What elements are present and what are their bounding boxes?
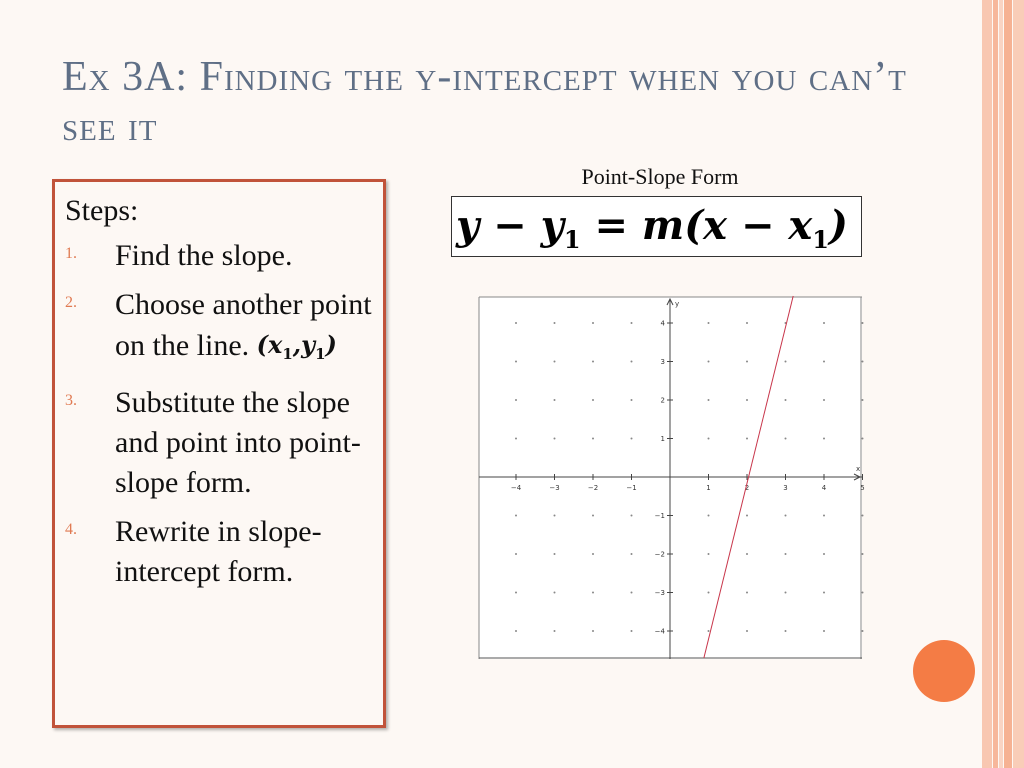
grid-dot [746,553,748,555]
grid-dot [554,399,556,401]
x-axis-label: x [856,465,861,473]
grid-dot [823,553,825,555]
list-item [65,285,379,374]
grid-dot [746,630,748,632]
decor-stripe [993,0,998,768]
step-text: Rewrite in slope-intercept form. [115,514,322,588]
grid-dot [708,553,710,555]
y-tick-label: 4 [660,319,665,328]
x-tick-label: 4 [821,484,827,492]
x-tick-label: −3 [549,484,560,492]
grid-dot [823,399,825,401]
grid-dot [592,322,594,324]
step-number: 4. [65,520,77,538]
grid-dot [785,361,787,363]
grid-dot [708,322,710,324]
grid-dot [746,322,748,324]
steps-box [52,179,386,728]
grid-dot [785,515,787,517]
step-number: 1. [65,245,77,262]
grid-dot [515,630,517,632]
y-tick-label: −1 [654,512,665,520]
grid-dot [631,630,633,632]
grid-dot [515,553,517,555]
steps-heading: Steps: [65,194,139,227]
x-tick-label: −4 [510,484,522,492]
list-item [65,383,379,503]
grid-dot [554,438,556,440]
steps-list [65,236,379,601]
grid-dot [862,322,864,324]
grid-dot [554,361,556,363]
decor-stripe [1004,0,1012,768]
y-tick-label: −2 [654,550,665,559]
grid-dot [785,592,787,594]
y-tick-label: −3 [654,589,665,597]
point-notation: $(x_1,y_1)$ [256,330,337,363]
x-tick-label: 5 [860,484,865,492]
grid-dot [631,553,633,555]
grid-dot [631,438,633,440]
grid-dot [592,361,594,363]
grid-dot [785,399,787,401]
grid-dot [746,515,748,517]
list-item [65,512,379,592]
step-text-with-point [115,285,379,374]
grid-dot [746,438,748,440]
grid-dot [554,630,556,632]
grid-dot [862,438,864,440]
grid-dot [862,361,864,363]
grid-dot [746,399,748,401]
decor-circle [913,640,975,702]
grid-dot [592,630,594,632]
decor-stripe [999,0,1003,768]
grid-dot [592,515,594,517]
y-axis-label: y [675,300,680,308]
y-tick-label: 3 [660,358,665,366]
grid-dot [592,553,594,555]
grid-dot [592,438,594,440]
grid-dot [515,322,517,324]
grid-dot [785,553,787,555]
grid-dot [515,361,517,363]
grid-dot [862,399,864,401]
y-tick-label: 2 [660,396,665,405]
grid-dot [631,361,633,363]
grid-dot [631,322,633,324]
x-tick-label: −2 [587,484,599,492]
grid-dot [554,592,556,594]
grid-dot [785,630,787,632]
grid-dot [515,399,517,401]
x-tick-label: 1 [706,484,711,492]
list-item [65,236,379,276]
grid-dot [515,438,517,440]
grid-dot [862,553,864,555]
grid-dot [823,515,825,517]
grid-dot [554,553,556,555]
grid-dot [592,399,594,401]
step-text: Find the slope. [115,239,293,272]
grid-dot [823,322,825,324]
decor-stripe [982,0,992,768]
grid-dot [823,630,825,632]
decor-stripe [1013,0,1024,768]
formula-label: Point-Slope Form [581,164,739,189]
grid-dot [631,592,633,594]
grid-dot [592,592,594,594]
grid-dot [631,515,633,517]
grid-dot [515,515,517,517]
grid-dot [708,361,710,363]
grid-dot [746,361,748,363]
grid-dot [708,438,710,440]
y-tick-label: −4 [654,627,665,636]
grid-dot [823,361,825,363]
grid-dot [862,630,864,632]
point-slope-formula: $y - y_1 = m(x - x_1)$ [456,202,848,254]
coordinate-graph [479,297,865,659]
grid-dot [554,322,556,324]
grid-dot [708,630,710,632]
grid-dot [708,515,710,517]
x-tick-label: 3 [783,484,788,492]
grid-dot [554,515,556,517]
step-number: 3. [65,391,77,409]
x-tick-label: −1 [626,484,637,492]
grid-dot [708,592,710,594]
grid-dot [862,592,864,594]
graph-svg [479,297,865,659]
y-tick-label: 1 [660,435,665,443]
grid-dot [708,399,710,401]
formula-box [451,196,862,257]
grid-dot [862,515,864,517]
grid-dot [785,438,787,440]
x-tick-label: 2 [744,484,750,492]
step-text: Choose another point on the line. [115,288,372,362]
slide-title: Ex 3A: Finding the y-intercept when you can’t see it [62,54,907,150]
step-text: Substitute the slope and point into point-slope form. [115,385,361,499]
grid-dot [746,592,748,594]
step-number: 2. [65,294,77,311]
grid-dot [823,438,825,440]
grid-dot [631,399,633,401]
grid-dot [515,592,517,594]
grid-dot [823,592,825,594]
